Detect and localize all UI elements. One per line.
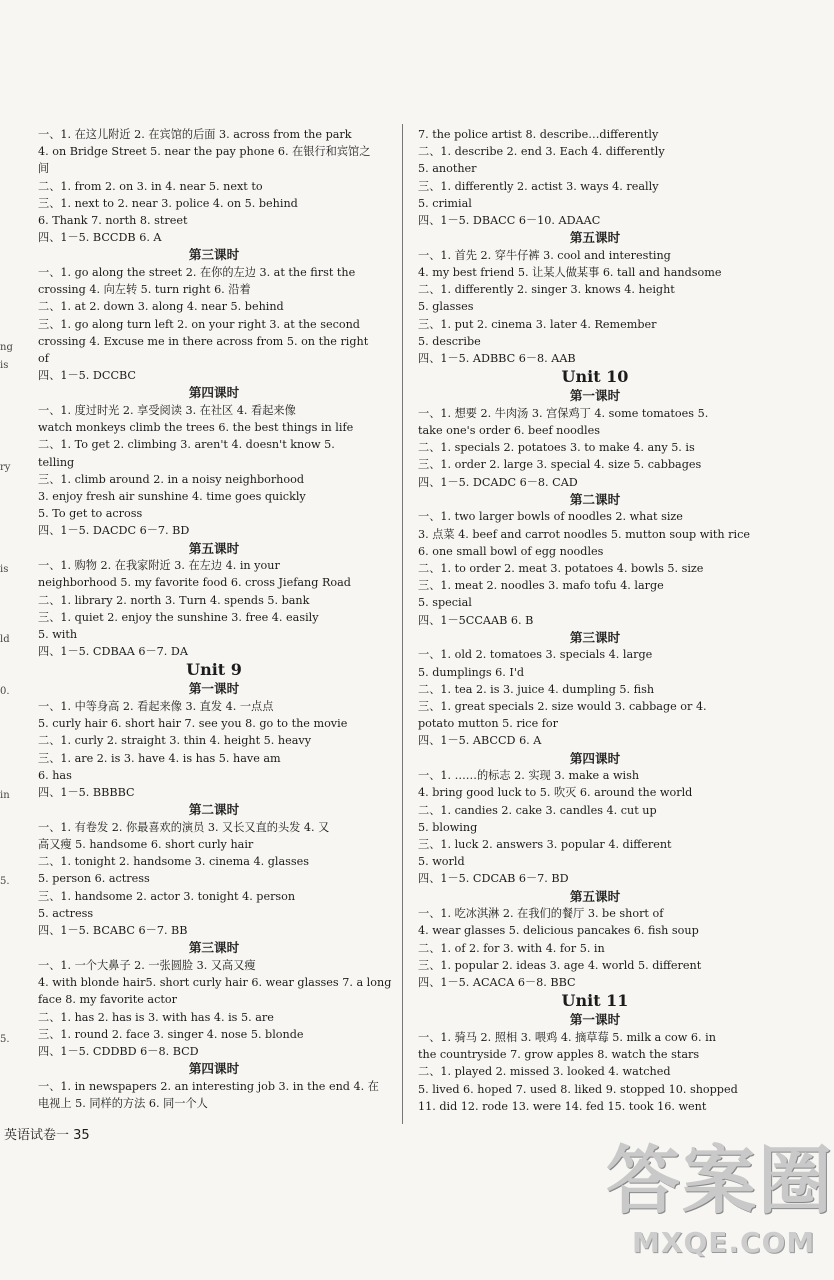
answer-line: 二、1. tea 2. is 3. juice 4. dumpling 5. fish (418, 682, 655, 696)
answer-line: 5. To get to across (38, 507, 143, 521)
lesson-heading: 第五课时 (188, 540, 240, 556)
answer-line: 二、1. differently 2. singer 3. knows 4. height (418, 283, 675, 297)
margin-fragment: ng (0, 342, 13, 353)
answer-line: 11. did 12. rode 13. were 14. fed 15. took 16. went (418, 1099, 707, 1113)
answer-line: 5. dumplings 6. I'd (418, 665, 525, 679)
margin-fragment: 5. (0, 876, 10, 887)
margin-fragment: 5. (0, 1034, 10, 1045)
answer-line: 4. on Bridge Street 5. near the pay phone 6. 在银行和宾馆之 (38, 145, 371, 159)
answer-line: 一、1. go along the street 2. 在你的左边 3. at the first the (38, 266, 356, 280)
answer-line: crossing 4. Excuse me in there across from 5. on the right (38, 334, 369, 348)
answer-line: 高又瘦 5. handsome 6. short curly hair (38, 838, 254, 852)
answer-line: 四、1－5. DCCBC (38, 369, 136, 383)
answer-line: 二、1. at 2. down 3. along 4. near 5. behind (38, 300, 284, 314)
lesson-heading: 第一课时 (188, 681, 240, 697)
column-divider (402, 124, 403, 1124)
answer-line: 一、1. 购物 2. 在我家附近 3. 在左边 4. in your (38, 559, 280, 573)
answer-line: 一、1. ……的标志 2. 实现 3. make a wish (418, 769, 640, 783)
answer-line: take one's order 6. beef noodles (418, 424, 600, 438)
answer-line: of (38, 352, 49, 366)
answer-line: 6. Thank 7. north 8. street (38, 214, 188, 228)
answer-line: 一、1. two larger bowls of noodles 2. what size (418, 510, 683, 524)
answer-line: the countryside 7. grow apples 8. watch the stars (418, 1048, 700, 1062)
answer-line: 5. blowing (418, 820, 478, 834)
answer-line: 二、1. to order 2. meat 3. potatoes 4. bowls 5. size (418, 562, 704, 576)
answer-line: 5. world (418, 855, 465, 869)
answer-line: 四、1－5. BBBBC (38, 786, 135, 800)
answer-line: 四、1－5. DACDC 6－7. BD (38, 524, 190, 538)
answer-line: 三、1. round 2. face 3. singer 4. nose 5. blonde (38, 1027, 304, 1041)
answer-line: 5. special (418, 596, 472, 610)
answer-line: 四、1－5. ABCCD 6. A (418, 734, 542, 748)
answer-line: 4. with blonde hair5. short curly hair 6. wear glasses 7. a long (38, 976, 392, 990)
answer-line: 三、1. great specials 2. size would 3. cabbage or 4. (418, 700, 707, 714)
unit-heading: Unit 11 (561, 991, 629, 1011)
margin-fragment: 0. (0, 686, 10, 697)
answer-line: 5. glasses (418, 300, 474, 314)
page-footer: 英语试卷一 35 (4, 1128, 90, 1143)
answer-line: 3. 点菜 4. beef and carrot noodles 5. mutton soup with rice (418, 527, 750, 541)
answer-line: 四、1－5CCAAB 6. B (418, 613, 534, 627)
answer-line: telling (38, 455, 75, 469)
answer-line: 一、1. 度过时光 2. 享受阅读 3. 在社区 4. 看起来像 (38, 404, 296, 418)
lesson-heading: 第一课时 (569, 388, 621, 404)
answer-line: 三、1. luck 2. answers 3. popular 4. different (418, 838, 672, 852)
answer-line: 二、1. tonight 2. handsome 3. cinema 4. glasses (38, 855, 309, 869)
left-answer-column (38, 126, 390, 1112)
answer-line: potato mutton 5. rice for (418, 717, 558, 731)
right-answer-column (418, 126, 772, 1115)
answer-line: 二、1. specials 2. potatoes 3. to make 4. any 5. is (418, 441, 695, 455)
answer-line: 一、1. 首先 2. 穿牛仔裤 3. cool and interesting (418, 248, 671, 262)
answer-line: 3. enjoy fresh air sunshine 4. time goes quickly (38, 490, 306, 504)
answer-line: 5. actress (38, 906, 94, 920)
answer-line: 四、1－5. DCADC 6－8. CAD (418, 475, 578, 489)
answer-line: 三、1. next to 2. near 3. police 4. on 5. behind (38, 196, 298, 210)
answer-line: 6. one small bowl of egg noodles (418, 544, 604, 558)
answer-line: 三、1. differently 2. actist 3. ways 4. really (418, 179, 659, 193)
answer-line: 四、1－5. BCCDB 6. A (38, 231, 162, 245)
lesson-heading: 第四课时 (188, 1061, 240, 1077)
answer-line: 三、1. go along turn left 2. on your right 3. at the second (38, 317, 360, 331)
lesson-heading: 第一课时 (569, 1012, 621, 1028)
answer-line: 4. my best friend 5. 让某人做某事 6. tall and handsome (418, 266, 722, 280)
answer-line: 二、1. describe 2. end 3. Each 4. differently (418, 145, 665, 159)
answer-line: 四、1－5. BCABC 6－7. BB (38, 924, 188, 938)
unit-heading: Unit 9 (186, 660, 242, 680)
answer-line: 二、1. candies 2. cake 3. candles 4. cut up (418, 803, 657, 817)
answer-line: 二、1. from 2. on 3. in 4. near 5. next to (38, 179, 263, 193)
lesson-heading: 第三课时 (569, 629, 621, 645)
answer-line: 二、1. To get 2. climbing 3. aren't 4. doesn't know 5. (38, 438, 335, 452)
answer-line: 一、1. 中等身高 2. 看起来像 3. 直发 4. 一点点 (38, 700, 274, 714)
answer-line: 四、1－5. ADBBC 6－8. AAB (418, 352, 576, 366)
margin-fragment: in (0, 790, 10, 801)
answer-line: 7. the police artist 8. describe…differently (418, 128, 659, 141)
answer-line: watch monkeys climb the trees 6. the best things in life (38, 421, 354, 435)
answer-line: 三、1. meat 2. noodles 3. mafo tofu 4. large (418, 579, 664, 593)
answer-line: 一、1. 有卷发 2. 你最喜欢的演员 3. 又长又直的头发 4. 又 (38, 820, 330, 834)
answer-line: 二、1. curly 2. straight 3. thin 4. height 5. heavy (38, 734, 312, 748)
answer-line: 5. crimial (418, 196, 472, 210)
answer-line: 5. with (38, 628, 78, 642)
lesson-heading: 第二课时 (569, 491, 621, 507)
answer-line: 一、1. 骑马 2. 照相 3. 喂鸡 4. 摘草莓 5. milk a cow 6. in (418, 1030, 716, 1044)
answer-line: 三、1. are 2. is 3. have 4. is has 5. have am (38, 751, 281, 765)
answer-line: 三、1. order 2. large 3. special 4. size 5. cabbages (418, 458, 702, 472)
lesson-heading: 第三课时 (188, 940, 240, 956)
answer-line: 四、1－5. CDDBD 6－8. BCD (38, 1044, 199, 1058)
lesson-heading: 第二课时 (188, 802, 240, 818)
answer-line: 4. bring good luck to 5. 吹灭 6. around the world (418, 786, 693, 800)
answer-line: crossing 4. 向左转 5. turn right 6. 沿着 (38, 283, 251, 297)
watermark-logo (606, 1138, 834, 1270)
answer-line: 三、1. handsome 2. actor 3. tonight 4. person (38, 889, 296, 903)
margin-fragment: is (0, 564, 9, 575)
answer-line: 三、1. put 2. cinema 3. later 4. Remember (418, 317, 657, 331)
answer-line: neighborhood 5. my favorite food 6. cross Jiefang Road (38, 576, 351, 590)
margin-fragment: ry (0, 462, 11, 473)
answer-line: 二、1. played 2. missed 3. looked 4. watched (418, 1065, 671, 1079)
answer-line: 6. has (38, 768, 72, 782)
answer-line: 一、1. 想要 2. 牛肉汤 3. 宫保鸡丁 4. some tomatoes 5. (418, 406, 709, 420)
lesson-heading: 第五课时 (569, 230, 621, 246)
watermark-text: 答案圈 (606, 1138, 834, 1224)
answer-line: 5. curly hair 6. short hair 7. see you 8. go to the movie (38, 717, 348, 731)
margin-fragment: ld (0, 634, 10, 645)
answer-line: 一、1. old 2. tomatoes 3. specials 4. large (418, 648, 653, 662)
answer-line: 三、1. climb around 2. in a noisy neighborhood (38, 472, 305, 486)
answer-line: 5. lived 6. hoped 7. used 8. liked 9. stopped 10. shopped (418, 1082, 738, 1096)
answer-line: 5. describe (418, 334, 481, 348)
answer-line: 三、1. quiet 2. enjoy the sunshine 3. free 4. easily (38, 610, 319, 624)
lesson-heading: 第四课时 (569, 750, 621, 766)
answer-line: 电视上 5. 同样的方法 6. 同一个人 (38, 1096, 208, 1110)
answer-line: 四、1－5. CDBAA 6－7. DA (38, 645, 188, 659)
lesson-heading: 第四课时 (188, 385, 240, 401)
answer-line: 三、1. popular 2. ideas 3. age 4. world 5. different (418, 958, 702, 972)
answer-line: 二、1. of 2. for 3. with 4. for 5. in (418, 941, 605, 955)
answer-line: 间 (38, 162, 50, 176)
answer-line: 二、1. has 2. has is 3. with has 4. is 5. are (38, 1010, 274, 1024)
answer-line: 四、1－5. DBACC 6－10. ADAAC (418, 214, 601, 228)
answer-line: 二、1. library 2. north 3. Turn 4. spends 5. bank (38, 593, 310, 607)
answer-line: face 8. my favorite actor (38, 993, 177, 1007)
watermark-url: MXQE.COM (632, 1226, 816, 1259)
answer-line: 一、1. 一个大鼻子 2. 一张圆脸 3. 又高又瘦 (38, 958, 256, 972)
answer-line: 一、1. 在这儿附近 2. 在宾馆的后面 3. across from the park (38, 128, 352, 141)
margin-fragment: is (0, 360, 9, 371)
answer-line: 一、1. 吃冰淇淋 2. 在我们的餐厅 3. be short of (418, 907, 664, 921)
answer-line: 4. wear glasses 5. delicious pancakes 6. fish soup (418, 924, 699, 938)
answer-line: 四、1－5. ACACA 6－8. BBC (418, 976, 576, 990)
lesson-heading: 第三课时 (188, 247, 240, 263)
unit-heading: Unit 10 (561, 367, 629, 387)
answer-line: 5. person 6. actress (38, 872, 150, 886)
lesson-heading: 第五课时 (569, 888, 621, 904)
answer-line: 四、1－5. CDCAB 6－7. BD (418, 872, 569, 886)
answer-line: 一、1. in newspapers 2. an interesting job 3. in the end 4. 在 (38, 1079, 379, 1093)
answer-line: 5. another (418, 162, 477, 176)
